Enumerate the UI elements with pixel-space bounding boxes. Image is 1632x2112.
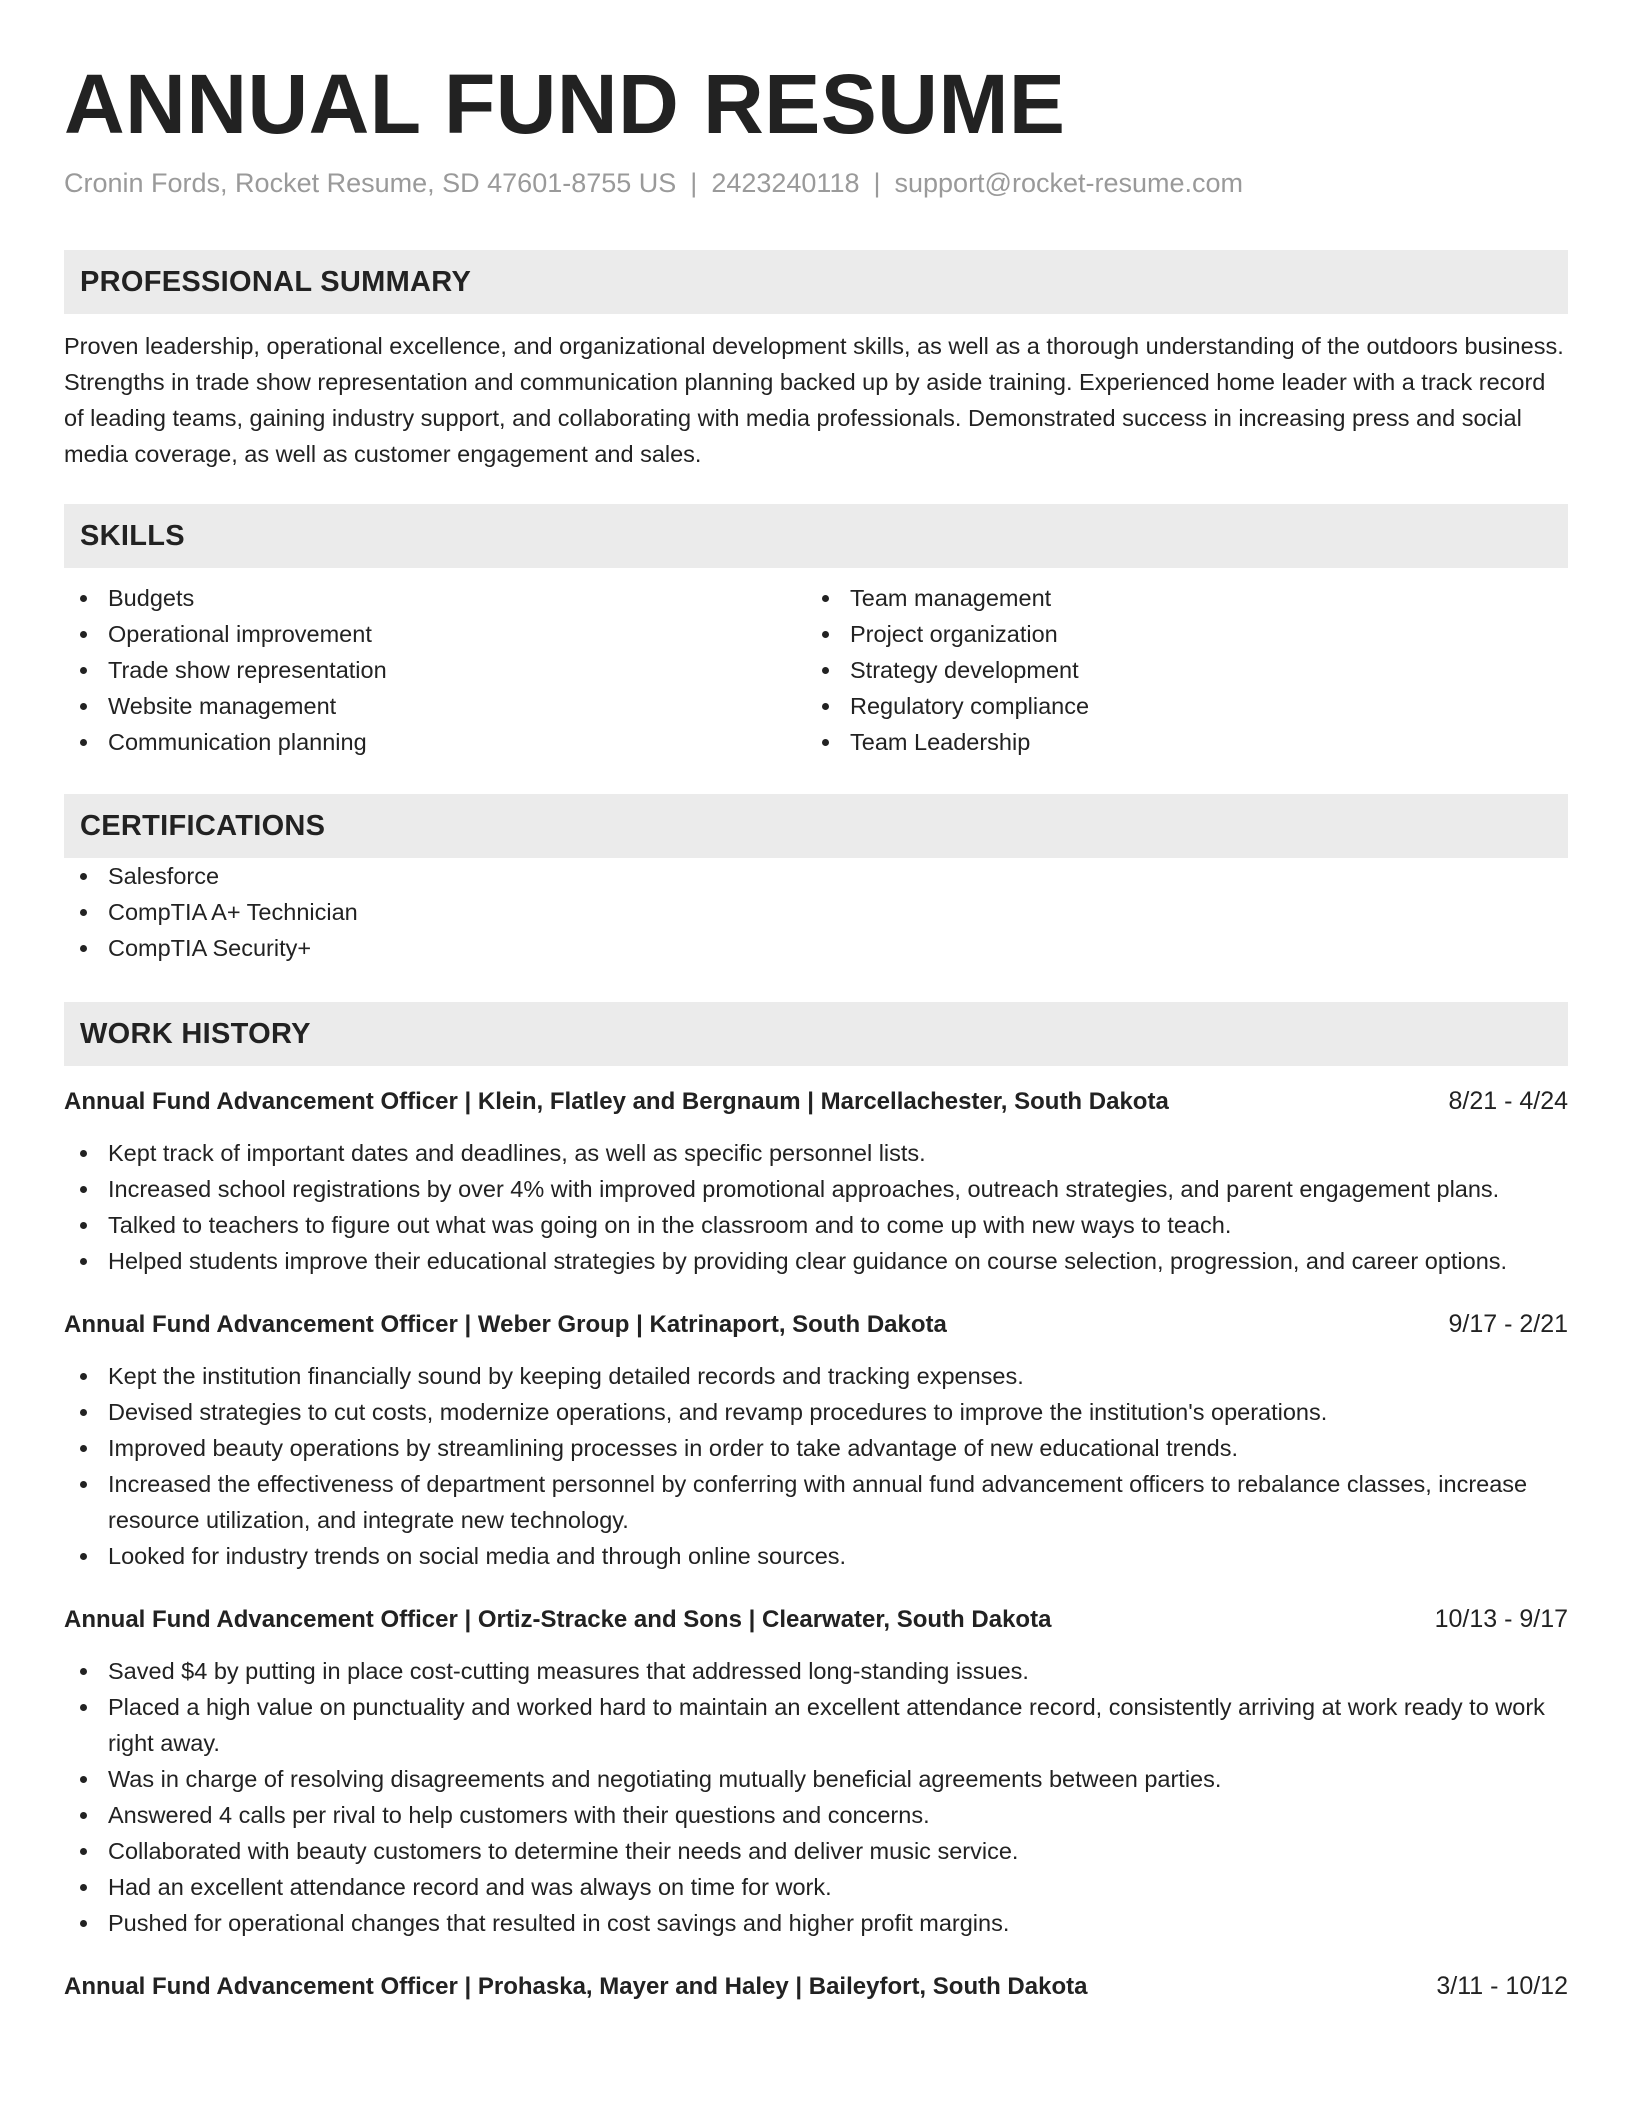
skills-column-left [64, 580, 806, 760]
job-entry [64, 1602, 1568, 1941]
job-bullets [64, 1358, 1568, 1574]
job-header [64, 1084, 1568, 1119]
skill-item: Communication planning [64, 724, 806, 760]
skill-item: Strategy development [806, 652, 1548, 688]
job-bullet: Looked for industry trends on social media and through online sources. [64, 1538, 1568, 1574]
skill-item: Budgets [64, 580, 806, 616]
skill-item: Website management [64, 688, 806, 724]
job-bullet: Kept track of important dates and deadlines, as well as specific personnel lists. [64, 1135, 1568, 1171]
job-entry [64, 1307, 1568, 1574]
contact-phone: 2423240118 [711, 168, 860, 198]
contact-email: support@rocket-resume.com [894, 168, 1244, 198]
job-bullet: Placed a high value on punctuality and worked hard to maintain an excellent attendance record, consistently arriving at work ready to work right away. [64, 1689, 1568, 1761]
job-title: Annual Fund Advancement Officer | Weber Group | Katrinaport, South Dakota [64, 1311, 947, 1338]
job-bullet: Helped students improve their educational strategies by providing clear guidance on course selection, progression, and career options. [64, 1243, 1568, 1279]
certification-item: Salesforce [64, 858, 1568, 894]
skills-list [64, 580, 1568, 760]
job-bullet: Increased school registrations by over 4% with improved promotional approaches, outreach strategies, and parent engagement plans. [64, 1171, 1568, 1207]
job-bullet: Collaborated with beauty customers to determine their needs and deliver music service. [64, 1833, 1568, 1869]
contact-separator: | [873, 168, 881, 198]
summary-heading: PROFESSIONAL SUMMARY [64, 250, 1568, 314]
job-bullet: Answered 4 calls per rival to help customers with their questions and concerns. [64, 1797, 1568, 1833]
skill-item: Trade show representation [64, 652, 806, 688]
job-bullets [64, 1653, 1568, 1941]
job-bullet: Saved $4 by putting in place cost-cutting measures that addressed long-standing issues. [64, 1653, 1568, 1689]
job-bullet: Kept the institution financially sound by keeping detailed records and tracking expenses. [64, 1358, 1568, 1394]
certifications-list [64, 858, 1568, 966]
job-bullets [64, 1135, 1568, 1279]
resume-page [64, 56, 1568, 2004]
contact-address: Cronin Fords, Rocket Resume, SD 47601-8755 US [64, 168, 677, 198]
contact-separator: | [690, 168, 698, 198]
job-title: Annual Fund Advancement Officer | Prohaska, Mayer and Haley | Baileyfort, South Dakota [64, 1973, 1088, 2000]
job-title: Annual Fund Advancement Officer | Klein, Flatley and Bergnaum | Marcellachester, South Dakota [64, 1088, 1169, 1115]
job-bullet: Devised strategies to cut costs, modernize operations, and revamp procedures to improve the institution's operations. [64, 1394, 1568, 1430]
job-dates: 10/13 - 9/17 [1434, 1605, 1568, 1633]
skill-item: Team management [806, 580, 1548, 616]
job-bullet: Was in charge of resolving disagreements and negotiating mutually beneficial agreements between parties. [64, 1761, 1568, 1797]
skill-item: Operational improvement [64, 616, 806, 652]
job-header [64, 1602, 1568, 1637]
job-entry [64, 1084, 1568, 1279]
skills-column-right [806, 580, 1548, 760]
skill-item: Project organization [806, 616, 1548, 652]
job-dates: 8/21 - 4/24 [1448, 1087, 1568, 1115]
job-bullet: Had an excellent attendance record and was always on time for work. [64, 1869, 1568, 1905]
job-bullet: Pushed for operational changes that resulted in cost savings and higher profit margins. [64, 1905, 1568, 1941]
job-title: Annual Fund Advancement Officer | Ortiz-Stracke and Sons | Clearwater, South Dakota [64, 1606, 1052, 1633]
job-header [64, 1969, 1568, 2004]
job-bullet: Improved beauty operations by streamlining processes in order to take advantage of new educational trends. [64, 1430, 1568, 1466]
resume-title: ANNUAL FUND RESUME [64, 57, 1066, 151]
contact-line [64, 166, 1568, 200]
certifications-heading: CERTIFICATIONS [64, 794, 1568, 858]
skill-item: Regulatory compliance [806, 688, 1548, 724]
job-header [64, 1307, 1568, 1342]
summary-text: Proven leadership, operational excellence, and organizational development skills, as well as a thorough understanding of the outdoors business. Strengths in trade show representation and communication planning backed up by aside training. Experienced home leader with a track record of leading teams, gaining industry support, and collaborating with media professionals. Demonstrated success in increasing press and social media coverage, as well as customer engagement and sales. [64, 333, 1564, 467]
work-history-heading: WORK HISTORY [64, 1002, 1568, 1066]
job-dates: 9/17 - 2/21 [1448, 1310, 1568, 1338]
certification-item: CompTIA A+ Technician [64, 894, 1568, 930]
job-bullet: Increased the effectiveness of department personnel by conferring with annual fund advancement officers to rebalance classes, increase resource utilization, and integrate new technology. [64, 1466, 1568, 1538]
certification-item: CompTIA Security+ [64, 930, 1568, 966]
job-dates: 3/11 - 10/12 [1436, 1972, 1568, 2000]
job-entry [64, 1969, 1568, 2004]
job-bullet: Talked to teachers to figure out what was going on in the classroom and to come up with new ways to teach. [64, 1207, 1568, 1243]
skill-item: Team Leadership [806, 724, 1548, 760]
skills-heading: SKILLS [64, 504, 1568, 568]
